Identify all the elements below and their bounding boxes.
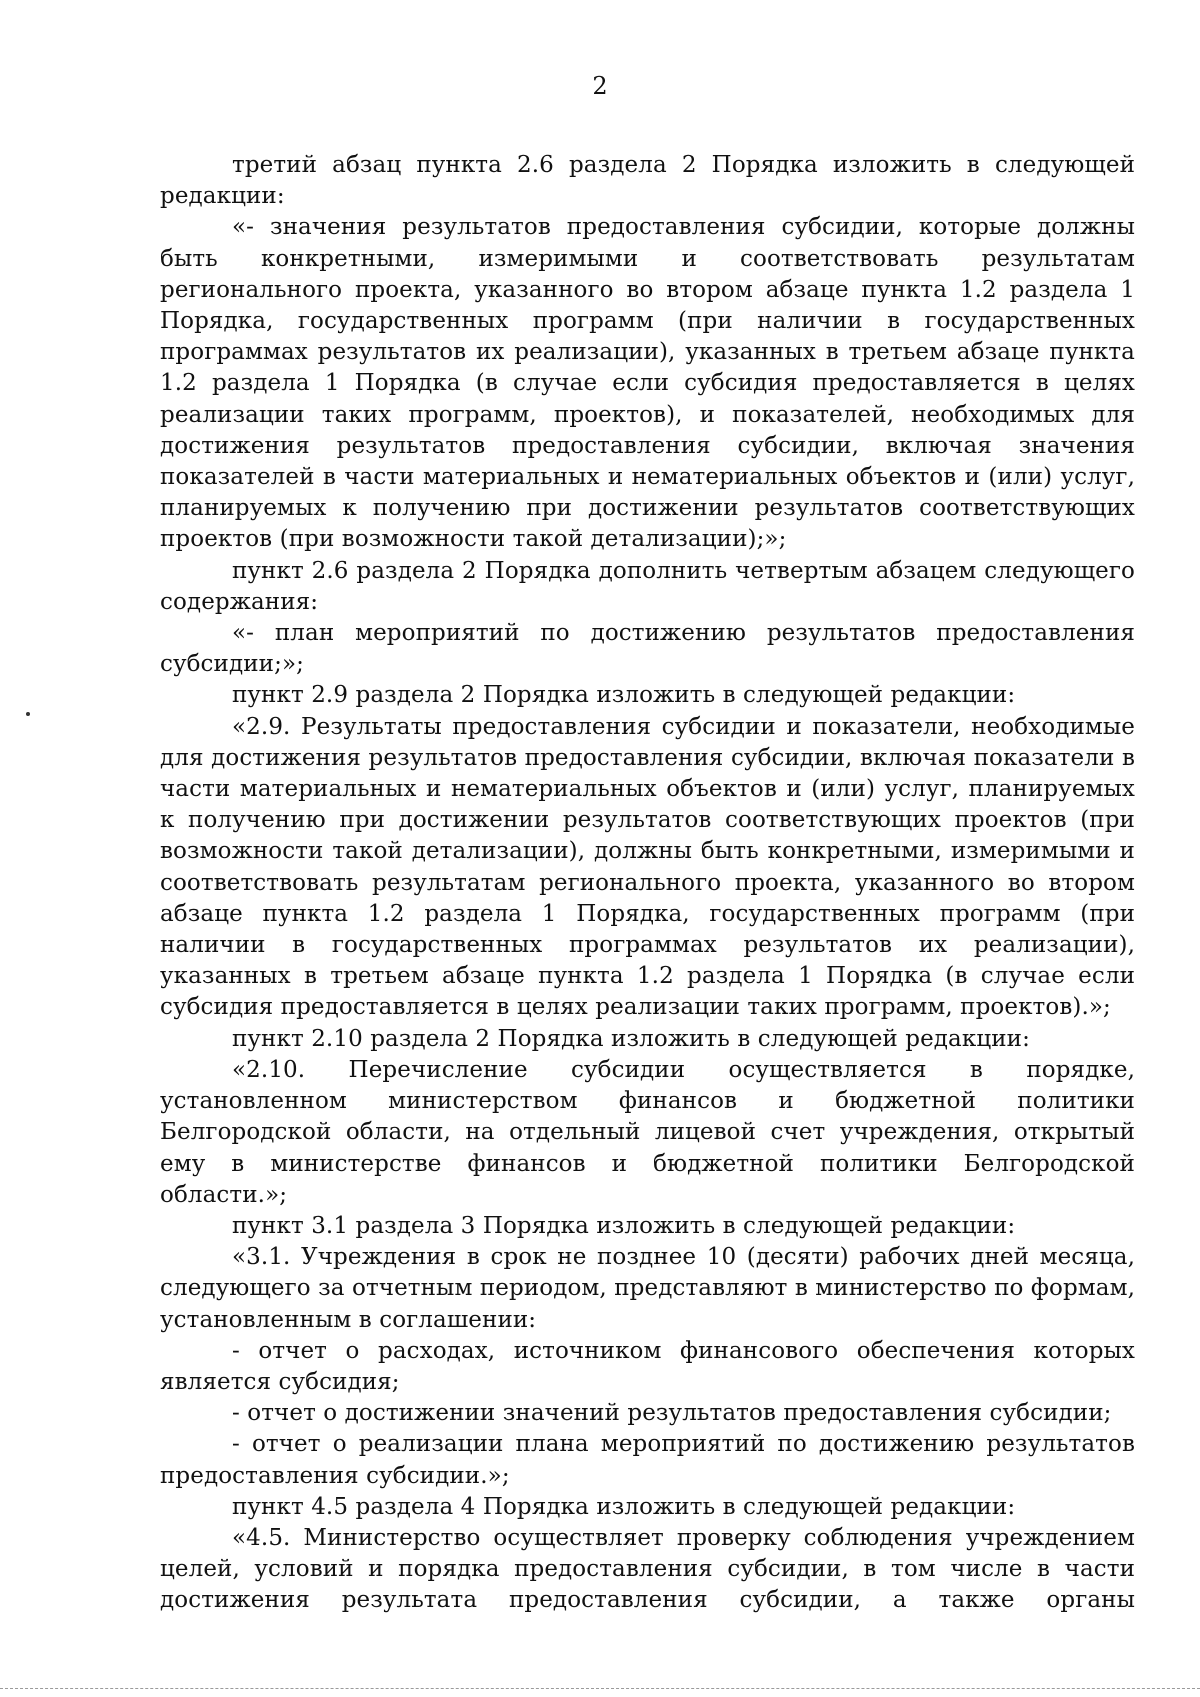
paragraph-supplement-2-6-intro: пункт 2.6 раздела 2 Порядка дополнить четвертым абзацем следующего содержания: <box>160 557 1135 615</box>
paragraph-amend-4-5-intro: пункт 4.5 раздела 4 Порядка изложить в следующей редакции: <box>232 1493 1016 1520</box>
scan-speck <box>26 712 30 716</box>
paragraph-amend-2-10-text: «2.10. Перечисление субсидии осуществляется в порядке, установленном министерством финансов и бюджетной политики Белгородской области, на отдельный лицевой счет учреждения, открытый ему в министерстве финансов и бюджетной политики Белгородской области.»; <box>160 1056 1135 1208</box>
paragraph-amend-4-5-text: «4.5. Министерство осуществляет проверку соблюдения учреждением целей, условий и порядка предоставления субсидии, в том числе в части достижения результата предоставления субсидии, а также органы <box>160 1524 1135 1614</box>
paragraph-amend-2-10-intro: пункт 2.10 раздела 2 Порядка изложить в следующей редакции: <box>232 1025 1030 1052</box>
paragraph-report-expenses: - отчет о расходах, источником финансового обеспечения которых является субсидия; <box>160 1337 1135 1395</box>
paragraph-supplement-2-6-text: «- план мероприятий по достижению результатов предоставления субсидии;»; <box>160 620 1135 678</box>
paragraph-amend-3-1-text: «3.1. Учреждения в срок не позднее 10 (десяти) рабочих дней месяца, следующего за отчетным периодом, представляют в министерство по формам, установленным в соглашении: <box>160 1244 1135 1333</box>
paragraph-amend-2-6-intro: третий абзац пункта 2.6 раздела 2 Порядка изложить в следующей редакции: <box>160 152 1135 210</box>
paragraph-amend-3-1-intro: пункт 3.1 раздела 3 Порядка изложить в следующей редакции: <box>232 1212 1016 1239</box>
paragraph-amend-2-6-text: «- значения результатов предоставления субсидии, которые должны быть конкретными, измеримыми и соответствовать результатам регионального проекта, указанного во втором абзаце пункта 1.2 раздела 1 Порядка, государственных программ (при наличии в государственных программах результатов их реализации), указанных в третьем абзаце пункта 1.2 раздела 1 Порядка (в случае если субсидия предоставляется в целях реализации таких программ, проектов), и показателей, необходимых для достижения результатов предоставления субсидии, включая значения показателей в части материальных и нематериальных объектов и (или) услуг, планируемых к получению при достижении результатов соответствующих проектов (при возможности такой детализации);»; <box>160 214 1135 553</box>
paragraph-report-results: - отчет о достижении значений результатов предоставления субсидии; <box>232 1400 1112 1427</box>
paragraph-amend-2-9-intro: пункт 2.9 раздела 2 Порядка изложить в следующей редакции: <box>232 682 1016 709</box>
paragraph-amend-2-9-text: «2.9. Результаты предоставления субсидии и показатели, необходимые для достижения результатов предоставления субсидии, включая показатели в части материальных и нематериальных объектов и (или) услуг, планируемых к получению при достижении результатов соответствующих проектов (при возможности такой детализации), должны быть конкретными, измеримыми и соответствовать результатам регионального проекта, указанного во втором абзаце пункта 1.2 раздела 1 Порядка, государственных программ (при наличии в государственных программах результатов их реализации), указанных в третьем абзаце пункта 1.2 раздела 1 Порядка (в случае если субсидия предоставляется в целях реализации таких программ, проектов).»; <box>160 713 1135 1021</box>
page-number: 2 <box>592 72 608 100</box>
scan-bottom-edge <box>0 1688 1200 1689</box>
document-body <box>160 150 1135 1617</box>
paragraph-report-plan: - отчет о реализации плана мероприятий по достижению результатов предоставления субсидии.»; <box>160 1431 1135 1489</box>
